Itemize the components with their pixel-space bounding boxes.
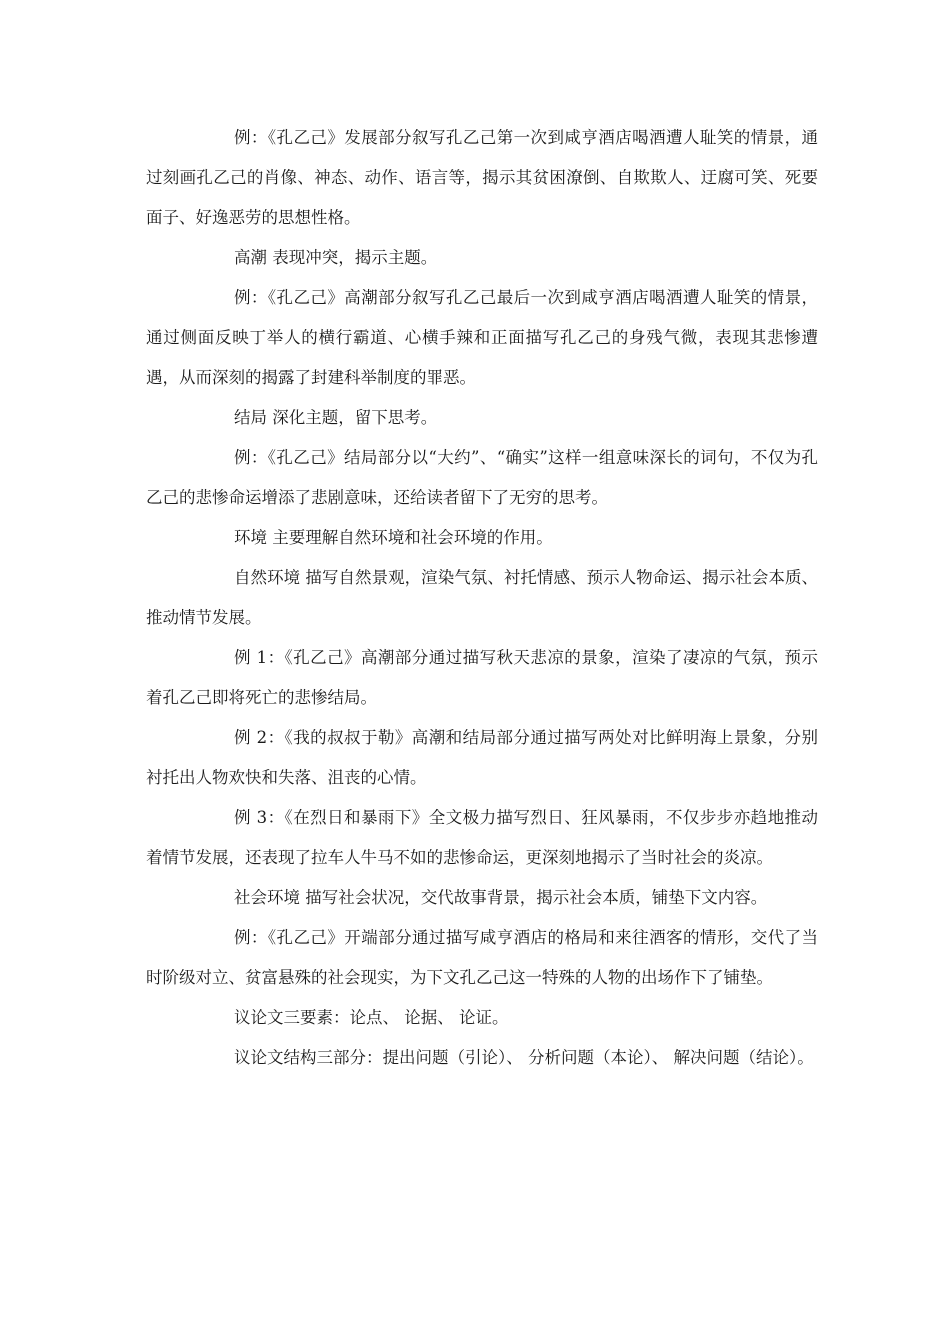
paragraph-example-2: 例 2：《我的叔叔于勒》高潮和结局部分通过描写两处对比鲜明海上景象，分别衬托出人物欢快和失落、沮丧的心情。: [146, 728, 818, 787]
paragraph-ending-heading: 结局 深化主题，留下思考。: [234, 408, 438, 427]
document-body: [146, 118, 818, 1078]
paragraph-example-3: 例 3：《在烈日和暴雨下》全文极力描写烈日、狂风暴雨，不仅步步亦趋地推动着情节发展，还表现了拉车人牛马不如的悲惨命运，更深刻地揭示了当时社会的炎凉。: [146, 808, 818, 867]
paragraph-argument-elements: 议论文三要素：论点、 论据、 论证。: [234, 1008, 509, 1027]
paragraph-kongyiji-ending-example: 例：《孔乙己》结局部分以“大约”、“确实”这样一组意味深长的词句，不仅为孔乙己的悲惨命运增添了悲剧意味，还给读者留下了无穷的思考。: [146, 448, 818, 507]
paragraph-kongyiji-climax-example: 例：《孔乙己》高潮部分叙写孔乙己最后一次到咸亨酒店喝酒遭人耻笑的情景，通过侧面反映丁举人的横行霸道、心横手辣和正面描写孔乙己的身残气微，表现其悲惨遭遇，从而深刻的揭露了封建科举制度的罪恶。: [146, 288, 818, 387]
paragraph-environment-heading: 环境 主要理解自然环境和社会环境的作用。: [234, 528, 553, 547]
paragraph-natural-environment: 自然环境 描写自然景观，渲染气氛、衬托情感、预示人物命运、揭示社会本质、推动情节发展。: [146, 568, 818, 627]
paragraph-climax-heading: 高潮 表现冲突，揭示主题。: [234, 248, 438, 267]
paragraph-example-1: 例 1：《孔乙己》高潮部分通过描写秋天悲凉的景象，渲染了凄凉的气氛，预示着孔乙己即将死亡的悲惨结局。: [146, 648, 818, 707]
paragraph-kongyiji-opening-example: 例：《孔乙己》开端部分通过描写咸亨酒店的格局和来往酒客的情形，交代了当时阶级对立、贫富悬殊的社会现实，为下文孔乙己这一特殊的人物的出场作下了铺垫。: [146, 928, 818, 987]
paragraph-argument-structure: 议论文结构三部分：提出问题（引论）、 分析问题（本论）、 解决问题（结论）。: [234, 1048, 814, 1067]
paragraph-kongyiji-development-example: 例：《孔乙己》发展部分叙写孔乙己第一次到咸亨酒店喝酒遭人耻笑的情景，通过刻画孔乙己的肖像、神态、动作、语言等，揭示其贫困潦倒、自欺欺人、迂腐可笑、死要面子、好逸恶劳的思想性格。: [146, 128, 818, 227]
paragraph-social-environment: 社会环境 描写社会状况，交代故事背景，揭示社会本质，铺垫下文内容。: [234, 888, 768, 907]
